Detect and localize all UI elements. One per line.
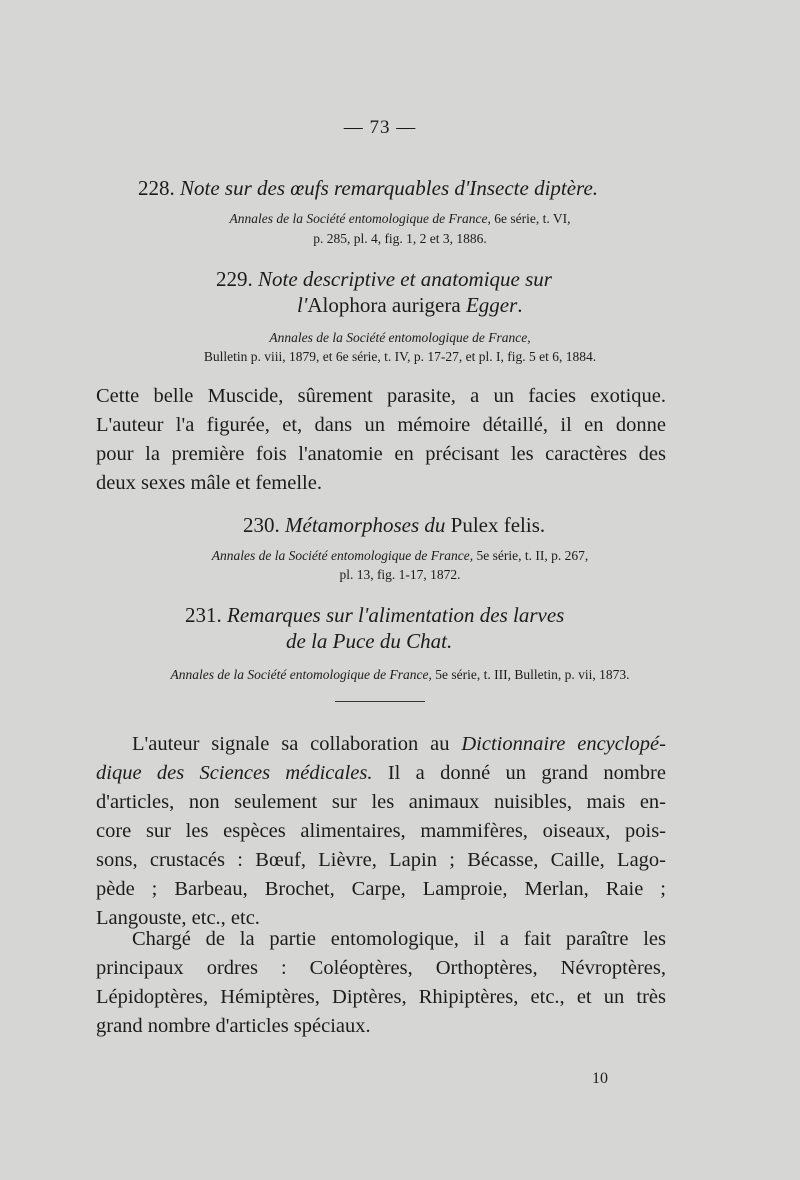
para3-line3: Lépidoptères, Hémiptères, Diptères, Rhipiptères, etc., et un très — [96, 986, 666, 1008]
para2-line2 — [96, 762, 666, 785]
entry-230-ref-journal: Annales de la Société entomologique de France, — [211, 548, 474, 563]
entry-228-number: 228. — [138, 176, 175, 200]
para3-line1: Chargé de la partie entomologique, il a fait paraître les — [132, 928, 666, 950]
entry-229-ref-line1: Annales de la Société entomologique de France, — [269, 330, 531, 345]
para3-line4: grand nombre d'articles spéciaux. — [96, 1015, 371, 1037]
entry-228-ref-line2: p. 285, pl. 4, fig. 1, 2 et 3, 1886. — [313, 231, 487, 246]
para2-line2-text: Il a donné un grand nombre — [372, 762, 666, 784]
entry-229-author: Egger — [465, 293, 518, 317]
entry-230-ref-series: 5e série, t. II, p. 267, — [473, 548, 589, 563]
entry-231-title-line2: de la Puce du Chat. — [286, 629, 453, 653]
entry-230-ref-line1 — [0, 548, 800, 564]
entry-230-title-text: Métamorphoses du — [285, 513, 446, 537]
entry-228-ref-journal: Annales de la Société entomologique de France, — [229, 211, 491, 226]
entry-230-title — [243, 513, 545, 538]
entry-231-ref-series: 5e série, t. III, Bulletin, p. vii, 1873. — [431, 667, 630, 682]
para2-line6: pède ; Barbeau, Brochet, Carpe, Lamproie, Merlan, Raie ; — [96, 878, 666, 900]
para2-line3: d'articles, non seulement sur les animaux nuisibles, mais en- — [96, 791, 666, 813]
entry-229-ref-line2: Bulletin p. viii, 1879, et 6e série, t. IV, p. 17-27, et pl. I, fig. 5 et 6, 1884. — [203, 349, 597, 364]
para1-line3: pour la première fois l'anatomie en précisant les caractères des — [96, 443, 666, 465]
entry-229-title-text: Note descriptive et anatomique sur — [258, 267, 552, 291]
sheet-number: 10 — [592, 1070, 608, 1087]
entry-228-title-text: Note sur des œufs remarquables d'Insecte diptère. — [180, 176, 599, 200]
entry-230-number: 230. — [243, 513, 280, 537]
para2-line1-text: L'auteur signale sa collaboration au — [132, 733, 462, 755]
entry-231-title-line1 — [185, 603, 564, 628]
para2-line7: Langouste, etc., etc. — [96, 907, 260, 929]
para3-line2: principaux ordres : Coléoptères, Orthoptères, Névroptères, — [96, 957, 666, 979]
para2-line1 — [96, 733, 666, 756]
entry-229-title-line2: l'Alophora aurigera Egger. — [297, 293, 523, 317]
entry-228-ref-line1 — [0, 211, 800, 227]
entry-231-ref — [0, 667, 800, 683]
section-divider — [335, 701, 425, 702]
para2-line5: sons, crustacés : Bœuf, Lièvre, Lapin ; Bécasse, Caille, Lago- — [96, 849, 666, 871]
para2-line2-italic: dique des Sciences médicales. — [96, 762, 373, 784]
entry-229-species: Alophora aurigera — [307, 293, 461, 317]
para1-line1: Cette belle Muscide, sûrement parasite, a un facies exotique. — [96, 385, 666, 407]
entry-229-number: 229. — [216, 267, 253, 291]
entry-231-title-text: Remarques sur l'alimentation des larves — [227, 603, 565, 627]
entry-230-ref-line2: pl. 13, fig. 1-17, 1872. — [339, 567, 461, 582]
para1-line2: L'auteur l'a figurée, et, dans un mémoire détaillé, il en donne — [96, 414, 666, 436]
entry-228-title — [138, 176, 598, 201]
entry-231-number: 231. — [185, 603, 222, 627]
entry-228-ref-series: 6e série, t. VI, — [490, 211, 571, 226]
entry-230-species: Pulex felis. — [450, 513, 546, 537]
para2-line1-italic: Dictionnaire encyclopé- — [461, 733, 666, 755]
page-number: — 73 — — [343, 117, 417, 138]
entry-231-ref-journal: Annales de la Société entomologique de France, — [170, 667, 432, 682]
entry-229-title-line1 — [216, 267, 552, 292]
entry-229-article: l' — [297, 293, 308, 317]
para1-line4: deux sexes mâle et femelle. — [96, 472, 322, 494]
para2-line4: core sur les espèces alimentaires, mammifères, oiseaux, pois- — [96, 820, 666, 842]
